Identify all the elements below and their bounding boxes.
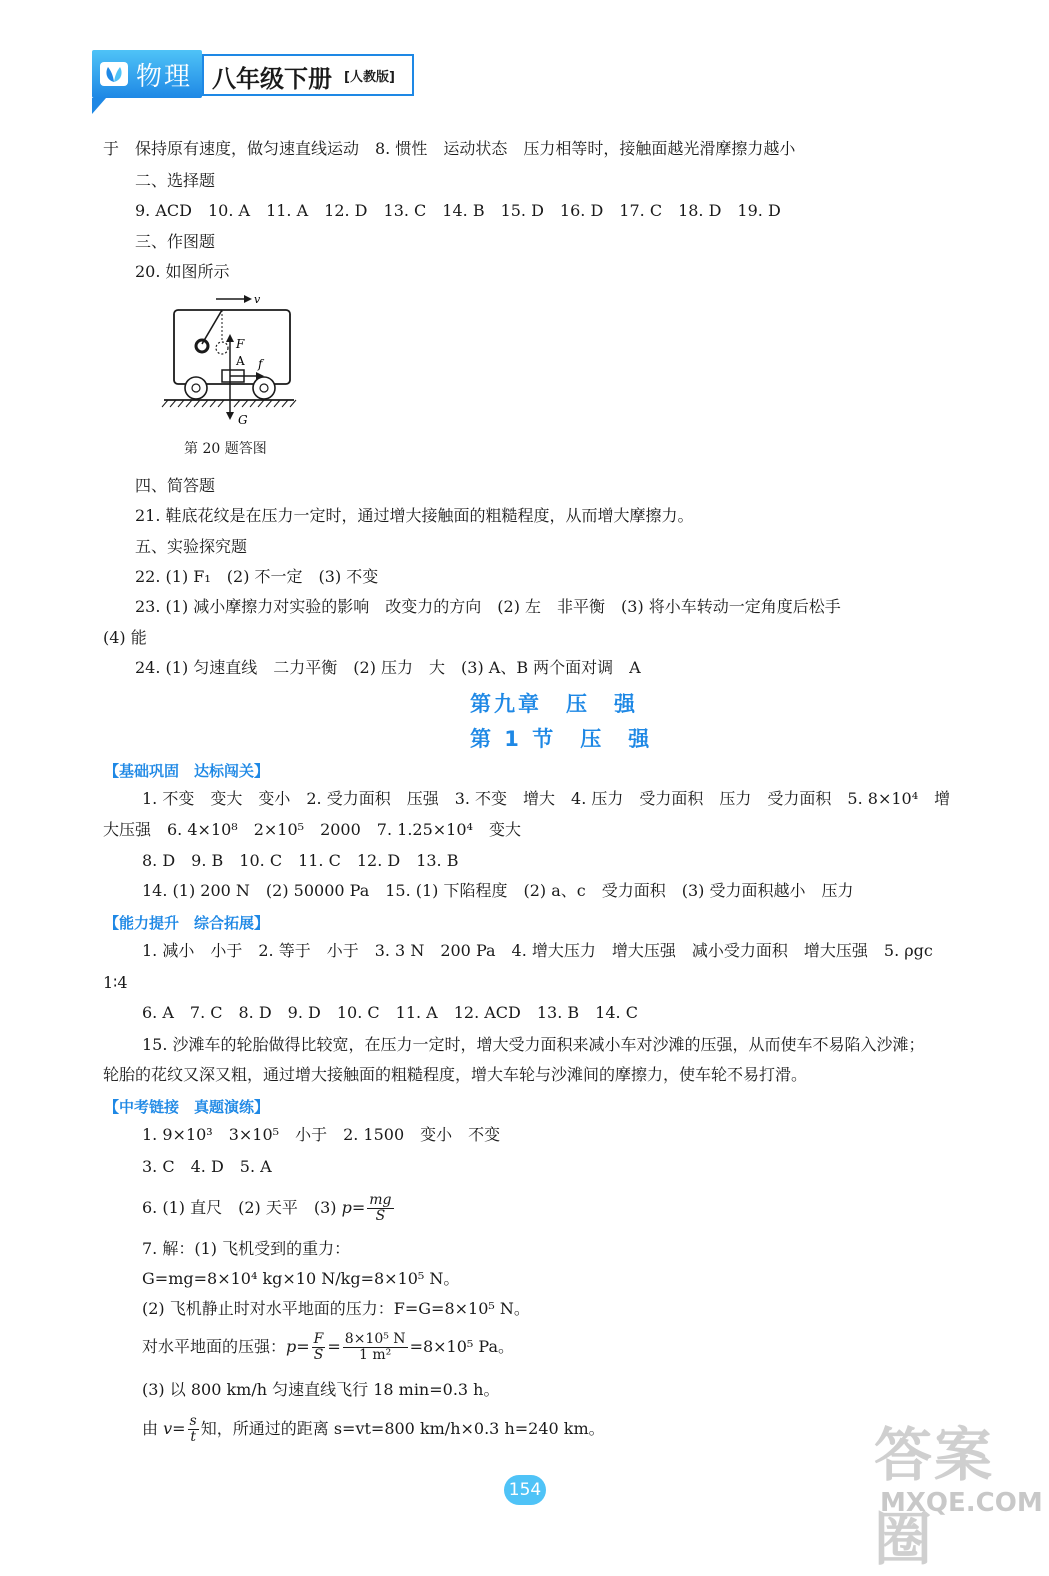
chapter-title: 第九章 压 强	[470, 692, 638, 716]
answer-line: 9. ACD 10. A 11. A 12. D 13. C 14. B 15. D 16. D 17. C 18. D 19. D	[135, 201, 781, 220]
grade-title: 八年级下册	[212, 65, 332, 93]
answer-line: G=mg=8×10⁴ kg×10 N/kg=8×10⁵ N。	[142, 1269, 460, 1288]
answer-line: 3. C 4. D 5. A	[142, 1157, 272, 1176]
answer-line: 轮胎的花纹又深又粗，通过增大接触面的粗糙程度，增大车轮与沙滩间的摩擦力，使车轮不易打滑。	[103, 1065, 808, 1084]
section-title: 第 1 节 压 强	[470, 727, 653, 751]
label-G: G	[238, 413, 248, 427]
header-tail	[92, 98, 106, 114]
answer-line: 1. 9×10³ 3×10⁵ 小于 2. 1500 变小 不变	[142, 1125, 501, 1144]
section-tag-exam: 【中考链接 真题演练】	[104, 1098, 270, 1116]
section-heading: 五、实验探究题	[135, 537, 248, 556]
header-badge	[92, 50, 414, 98]
answer-line: 14. (1) 200 N (2) 50000 Pa 15. (1) 下陷程度 (2) a、c 受力面积 (3) 受力面积越小 压力	[142, 881, 854, 900]
answer-line: 1. 减小 小于 2. 等于 小于 3. 3 N 200 Pa 4. 增大压力 增大压强 减小受力面积 增大压强 5. ρgc	[142, 941, 933, 960]
section-heading: 四、简答题	[135, 476, 216, 495]
answer-line: (3) 以 800 km/h 匀速直线飞行 18 min=0.3 h。	[142, 1380, 500, 1399]
answer-line: 22. (1) F₁ (2) 不一定 (3) 不变	[135, 567, 379, 586]
edition-label: [人教版]	[344, 70, 395, 85]
answer-line: 6. (1) 直尺 (2) 天平 (3) p= $\frac{mg}{S}$	[142, 1192, 392, 1224]
page-number: 154	[504, 1475, 546, 1505]
fraction-pressure: $\frac{\text{8×10⁵ N}}{\text{1 m²}}$	[344, 1331, 406, 1363]
section-heading: 二、选择题	[135, 171, 216, 190]
label-v: v	[254, 293, 261, 306]
answer-line: 1∶4	[103, 973, 128, 992]
label-f: f	[258, 357, 263, 371]
header-logo	[92, 50, 202, 98]
section-heading: 三、作图题	[135, 232, 216, 251]
watermark	[872, 1402, 1043, 1573]
fraction-s-over-t: $\frac{s}{t}$	[189, 1413, 197, 1445]
answer-line: 23. (1) 减小摩擦力对实验的影响 改变力的方向 (2) 左 非平衡 (3) 将小车转动一定角度后松手	[135, 597, 841, 616]
figure-20-diagram	[160, 290, 300, 430]
answer-line: 于 保持原有速度，做匀速直线运动 8. 惯性 运动状态 压力相等时，接触面越光滑摩擦力越小	[103, 139, 796, 158]
answer-line: 由 v= $\frac{s}{t}$ 知，所通过的距离 s=vt=800 km/h×0.3 h=240 km。	[142, 1413, 605, 1445]
answer-line: 1. 不变 变大 变小 2. 受力面积 压强 3. 不变 增大 4. 压力 受力面积 压力 受力面积 5. 8×10⁴ 增	[142, 789, 951, 808]
watermark-url: MXQE.COM	[880, 1488, 1043, 1518]
section-tag-basic: 【基础巩固 达标闯关】	[104, 762, 270, 780]
answer-line: 21. 鞋底花纹是在压力一定时，通过增大接触面的粗糙程度，从而增大摩擦力。	[135, 506, 694, 525]
watermark-logo-text: 答案圈	[874, 1421, 995, 1573]
fraction-mg-over-S: $\frac{mg}{S}$	[369, 1192, 392, 1224]
figure-caption: 第 20 题答图	[184, 441, 267, 457]
answer-line: 7. 解：(1) 飞机受到的重力：	[142, 1239, 351, 1258]
answer-line: 20. 如图所示	[135, 262, 230, 281]
label-F: F	[236, 337, 245, 351]
header-title-box	[202, 54, 414, 96]
answer-line: (4) 能	[103, 628, 147, 647]
answer-line: 15. 沙滩车的轮胎做得比较宽，在压力一定时，增大受力面积来减小车对沙滩的压强，从而使车不易陷入沙滩；	[142, 1035, 925, 1054]
answer-line: 对水平地面的压强：p= $\frac{F}{S}$ = $\frac{\text{8×10⁵ N}}{\text{1 m²}}$ =8×10⁵ Pa。	[142, 1331, 515, 1363]
answer-line: 8. D 9. B 10. C 11. C 12. D 13. B	[142, 851, 459, 870]
label-A: A	[236, 354, 245, 368]
answer-line: 6. A 7. C 8. D 9. D 10. C 11. A 12. ACD 13. B 14. C	[142, 1003, 638, 1022]
leaf-icon	[100, 62, 128, 86]
answer-line: 大压强 6. 4×10⁸ 2×10⁵ 2000 7. 1.25×10⁴ 变大	[103, 820, 521, 839]
answer-line: (2) 飞机静止时对水平地面的压力：F=G=8×10⁵ N。	[142, 1299, 530, 1318]
fraction-F-over-S: $\frac{F}{S}$	[313, 1331, 324, 1363]
answer-line: 24. (1) 匀速直线 二力平衡 (2) 压力 大 (3) A、B 两个面对调 A	[135, 658, 641, 677]
subject-label: 物理	[136, 62, 193, 92]
section-tag-ability: 【能力提升 综合拓展】	[104, 914, 270, 932]
